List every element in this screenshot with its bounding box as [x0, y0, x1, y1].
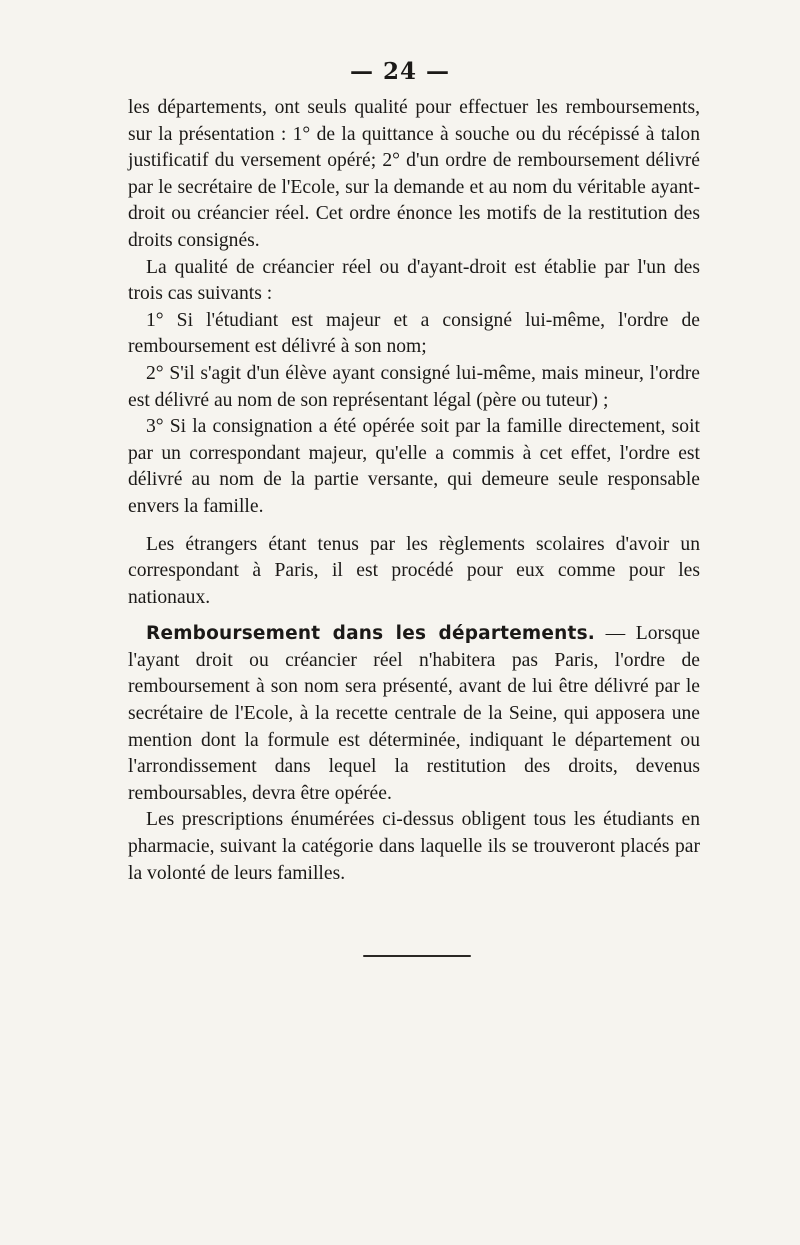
paragraph-qualite: La qualité de créancier réel ou d'ayant-droit est établie par l'un des trois cas suivants :: [128, 256, 700, 305]
paragraph-case-2: 2° S'il s'agit d'un élève ayant consigné lui-même, mais mineur, l'ordre est délivré au nom de son représentant légal (père ou tuteur) ;: [128, 362, 700, 411]
paragraph-case-3: 3° Si la consignation a été opérée soit par la famille directement, soit par un correspondant majeur, qu'elle a commis à cet effet, l'ordre est délivré au nom de la partie versante, qui demeure seule responsable envers la famille.: [128, 416, 700, 517]
end-rule: [363, 955, 471, 957]
body-text: [128, 95, 700, 887]
paragraph-etrangers: Les étrangers étant tenus par les règlements scolaires d'avoir un correspondant à Paris, il est procédé pour eux comme pour les nationaux.: [128, 533, 700, 608]
paragraph-prescriptions: Les prescriptions énumérées ci-dessus obligent tous les étudiants en pharmacie, suivant la catégorie dans laquelle ils se trouveront placés par la volonté de leurs familles.: [128, 809, 700, 884]
paragraph-continuation: les départements, ont seuls qualité pour effectuer les remboursements, sur la présentation : 1° de la quittance à souche ou du récépissé à talon justificatif du versement opéré; 2° d'un ordre de remboursement délivré par le secrétaire de l'Ecole, sur la demande et au nom du véritable ayant-droit ou créancier réel. Cet ordre énonce les motifs de la restitution des droits consignés.: [128, 97, 700, 251]
paragraph-case-1: 1° Si l'étudiant est majeur et a consigné lui-même, l'ordre de remboursement est délivré à son nom;: [128, 309, 700, 358]
paragraph-departements: [128, 621, 700, 807]
page-number: — 24 —: [349, 58, 451, 85]
section-body: — Lorsque l'ayant droit ou créancier réel n'habitera pas Paris, l'ordre de remboursement à son nom sera présenté, avant de lui être délivré par le secrétaire de l'Ecole, à la recette centrale de la Seine, qui apposera une mention dont la formule est déterminée, indiquant le département ou l'arrondissement dans lequel la restitution des droits, devenus remboursables, devra être opérée.: [128, 623, 700, 804]
section-heading: Remboursement dans les départements.: [146, 623, 596, 645]
